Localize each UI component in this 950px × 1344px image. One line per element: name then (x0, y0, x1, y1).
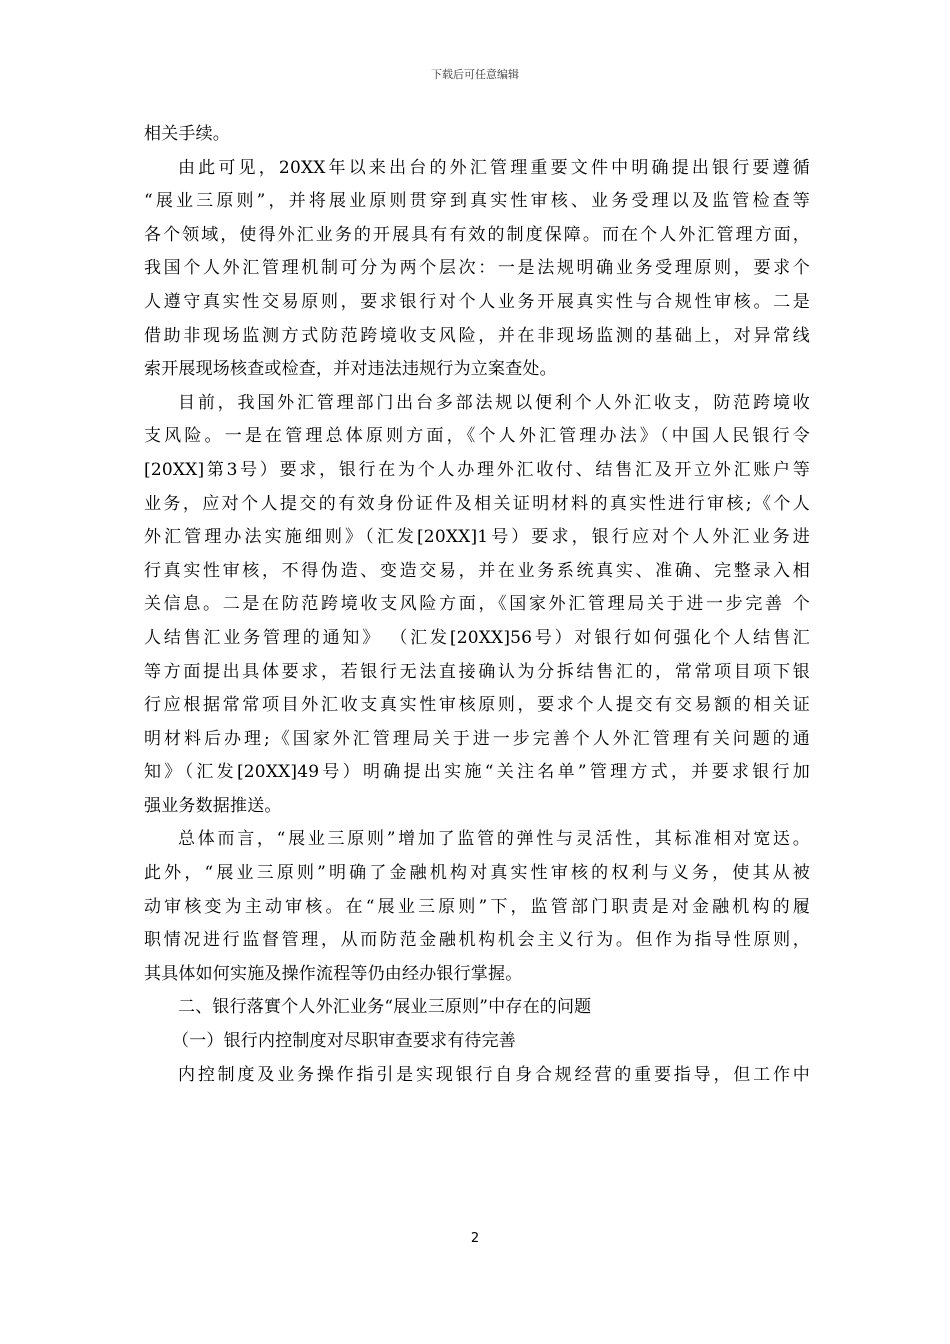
text-line: 人结售汇业务管理的通知》 （汇发[20XX]56号）对银行如何强化个人结售汇 (144, 627, 810, 648)
text-line: 我国个人外汇管理机制可分为两个层次：一是法规明确业务受理原则，要求个 (144, 258, 810, 279)
text-line: 借助非现场监测方式防范跨境收支风险，并在非现场监测的基础上，对异常线 (144, 325, 810, 346)
document-body (144, 118, 810, 1092)
text-line: 索开展现场核查或检查，并对违法违规行为立案查处。 (144, 359, 557, 380)
text-line: 总体而言，“展业三原则”增加了监管的弹性与灵活性，其标准相对宽迗。 (178, 829, 810, 850)
text-line: 等方面提出具体要求，若银行无法直接确认为分拆结售汇的，常常项目项下银 (144, 661, 810, 682)
text-line: 其具体如何实施及操作流程等仍由经办银行掌握。 (144, 963, 523, 984)
text-line: 由此可见，20XX年以来出台的外汇管理重要文件中明确提出银行要遵循 (178, 157, 810, 178)
text-line: 相关手续。 (144, 124, 230, 144)
text-line: 外汇管理办法实施细则》（汇发[20XX]1号）要求，银行应对个人外汇业务进 (144, 527, 810, 548)
text-line: 此外，“展业三原则”明确了金融机构对真实性审核的权利与义务，使其从被 (144, 863, 810, 884)
text-line: 二、银行落實个人外汇业务“展业三原则”中存在的问题 (178, 997, 592, 1018)
text-line: [20XX]第3号）要求，银行在为个人办理外汇收付、结售汇及开立外汇账户等 (144, 459, 810, 480)
text-line: 目前，我国外汇管理部门出台多部法规以便利个人外汇收支，防范跨境收 (178, 392, 810, 413)
text-line: 知》（汇发[20XX]49号）明确提出实施“关注名单”管理方式，并要求银行加 (144, 762, 810, 783)
text-line: 动审核变为主动审核。在“展业三原则”下，监管部门职责是对金融机构的履 (144, 896, 810, 917)
text-line: 职情况进行监督管理，从而防范金融机构机会主义行为。但作为指导性原则， (144, 930, 810, 951)
text-line: 关信息。二是在防范跨境收支风险方面，《国家外汇管理局关于进一步完善 个 (144, 594, 810, 615)
text-line: 强业务数据推送。 (144, 795, 282, 816)
text-line: （一）银行内控制度对尽职审查要求有待完善 (172, 1031, 516, 1052)
text-line: 行应根据常常项目外汇收支真实性审核原则，要求个人提交有交易额的相关证 (144, 695, 810, 716)
text-line: 各个领域，使得外汇业务的开展具有有效的制度保障。而在个人外汇管理方面， (144, 224, 810, 245)
text-line: 人遵守真实性交易原则，要求银行对个人业务开展真实性与合规性审核。二是 (144, 291, 810, 312)
text-line: “展业三原则”，并将展业原则贯穿到真实性审核、业务受理以及监管检查等 (144, 191, 810, 212)
text-line: 业务，应对个人提交的有效身份证件及相关证明材料的真实性进行审核;《个人 (144, 493, 810, 514)
text-line: 内控制度及业务操作指引是实现银行自身合规经营的重要指导，但工作中 (178, 1064, 810, 1085)
page-number: 2 (470, 1231, 480, 1246)
text-line: 明材料后办理;《国家外汇管理局关于进一步完善个人外汇管理有关问题的通 (144, 728, 810, 749)
text-line: 支风险。一是在管理总体原则方面，《个人外汇管理办法》（中国人民银行令 (144, 426, 810, 447)
page-header: 下载后可任意编辑 (431, 68, 519, 81)
text-line: 行真实性审核，不得伪造、变造交易，并在业务系统真实、准确、完整录入相 (144, 560, 810, 581)
